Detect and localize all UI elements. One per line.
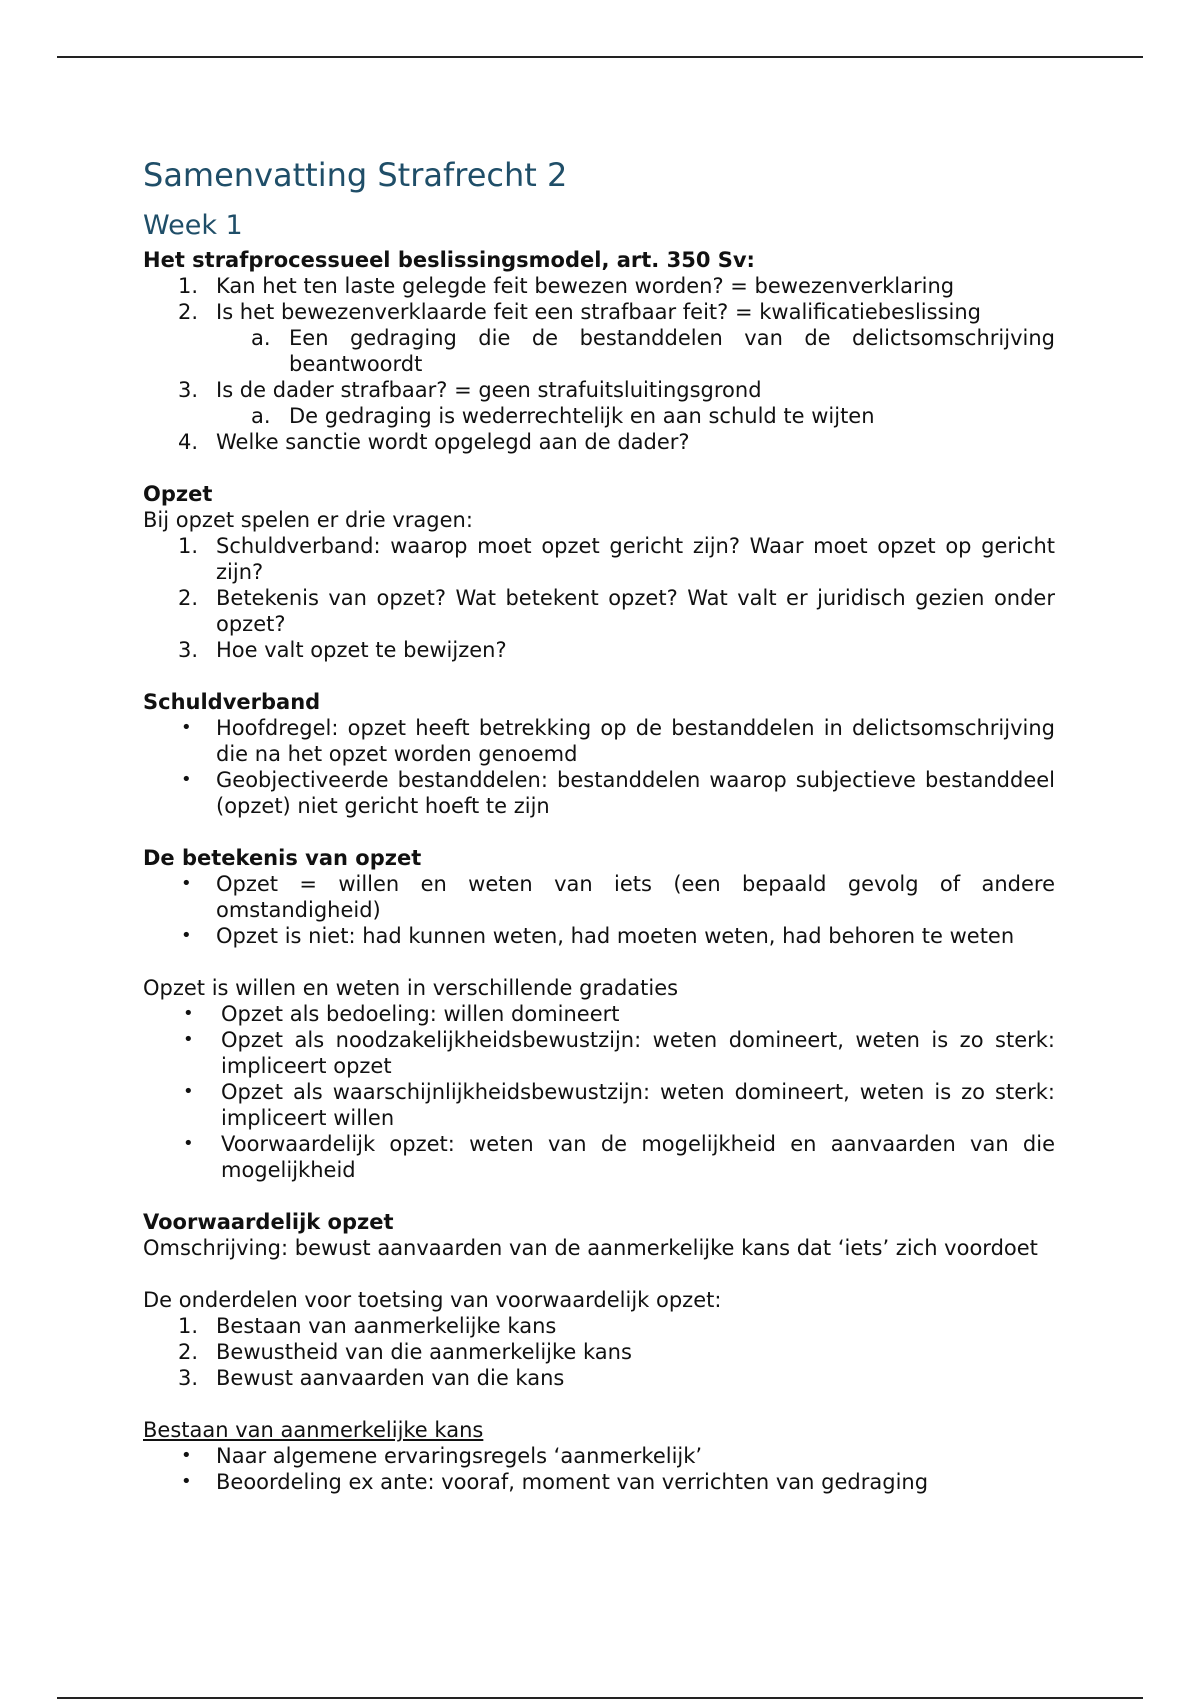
bullet-icon: • xyxy=(181,873,192,894)
list-item xyxy=(143,377,1055,403)
list-text: Kan het ten laste gelegde feit bewezen worden? = bewezenverklaring xyxy=(216,274,955,298)
list-item xyxy=(143,1001,1055,1027)
schuldverband-list xyxy=(143,715,1055,819)
list-marker: a. xyxy=(251,326,271,350)
list-marker: 2. xyxy=(178,300,199,324)
list-text: De gedraging is wederrechtelijk en aan schuld te wijten xyxy=(289,404,875,428)
schuldverband-heading: Schuldverband xyxy=(143,690,321,714)
list-text: Bestaan van aanmerkelijke kans xyxy=(216,1314,557,1338)
voorwaardelijk-heading: Voorwaardelijk opzet xyxy=(143,1210,394,1234)
bestaan-list xyxy=(143,1443,1055,1495)
list-text: Opzet is niet: had kunnen weten, had moeten weten, had behoren te weten xyxy=(216,924,1015,948)
voorwaardelijk-intro: De onderdelen voor toetsing van voorwaardelijk opzet: xyxy=(143,1288,722,1312)
list-text: Geobjectiveerde bestanddelen: bestanddelen waarop subjectieve bestanddeel (opzet) niet gericht hoeft te zijn xyxy=(216,768,1055,818)
list-item xyxy=(143,637,1055,663)
list-text: Opzet als waarschijnlijkheidsbewustzijn: weten domineert, weten is zo sterk: impliceert willen xyxy=(221,1080,1055,1130)
bullet-icon: • xyxy=(183,1029,194,1050)
list-item xyxy=(143,871,1055,923)
list-item xyxy=(143,767,1055,819)
list-marker: 1. xyxy=(178,534,199,558)
bestaan-heading: Bestaan van aanmerkelijke kans xyxy=(143,1418,484,1442)
list-text: Opzet als noodzakelijkheidsbewustzijn: weten domineert, weten is zo sterk: impliceert opzet xyxy=(221,1028,1055,1078)
list-marker: 4. xyxy=(178,430,199,454)
list-marker: 1. xyxy=(178,1314,199,1338)
model-list xyxy=(143,273,1055,455)
list-text: Betekenis van opzet? Wat betekent opzet? Wat valt er juridisch gezien onder opzet? xyxy=(216,586,1055,636)
list-item xyxy=(143,1339,1055,1365)
voorwaardelijk-omschrijving: Omschrijving: bewust aanvaarden van de aanmerkelijke kans dat ‘iets’ zich voordoet xyxy=(143,1236,1038,1260)
bullet-icon: • xyxy=(181,717,192,738)
list-text: Is de dader strafbaar? = geen strafuitsluitingsgrond xyxy=(216,378,762,402)
bullet-icon: • xyxy=(183,1081,194,1102)
list-text: Een gedraging die de bestanddelen van de delictsomschrijving beantwoordt xyxy=(289,326,1055,376)
document-title: Samenvatting Strafrecht 2 xyxy=(143,156,568,194)
list-marker: 3. xyxy=(178,1366,199,1390)
list-item xyxy=(143,923,1055,949)
list-item xyxy=(143,299,1055,325)
week-heading: Week 1 xyxy=(143,210,243,241)
list-marker: a. xyxy=(251,404,271,428)
list-item xyxy=(143,1027,1055,1079)
list-text: Bewust aanvaarden van die kans xyxy=(216,1366,565,1390)
list-subitem xyxy=(143,403,1055,429)
opzet-list xyxy=(143,533,1055,663)
list-marker: 3. xyxy=(178,638,199,662)
bullet-icon: • xyxy=(183,1003,194,1024)
list-item xyxy=(143,1131,1055,1183)
list-text: Welke sanctie wordt opgelegd aan de dader? xyxy=(216,430,690,454)
list-text: Hoofdregel: opzet heeft betrekking op de bestanddelen in delictsomschrijving die na het opzet worden genoemd xyxy=(216,716,1055,766)
list-item xyxy=(143,1313,1055,1339)
list-item xyxy=(143,585,1055,637)
bullet-icon: • xyxy=(181,925,192,946)
bullet-icon: • xyxy=(181,769,192,790)
opzet-heading: Opzet xyxy=(143,482,213,506)
list-item xyxy=(143,273,1055,299)
list-text: Voorwaardelijk opzet: weten van de mogelijkheid en aanvaarden van die mogelijkheid xyxy=(221,1132,1055,1182)
list-text: Naar algemene ervaringsregels ‘aanmerkelijk’ xyxy=(216,1444,703,1468)
list-item xyxy=(143,715,1055,767)
bullet-icon: • xyxy=(183,1133,194,1154)
footer-rule xyxy=(57,1697,1143,1699)
list-marker: 2. xyxy=(178,586,199,610)
list-marker: 3. xyxy=(178,378,199,402)
betekenis-list xyxy=(143,871,1055,949)
list-item xyxy=(143,1443,1055,1469)
betekenis-heading: De betekenis van opzet xyxy=(143,846,422,870)
gradaties-intro: Opzet is willen en weten in verschillende gradaties xyxy=(143,976,679,1000)
list-text: Opzet = willen en weten van iets (een bepaald gevolg of andere omstandigheid) xyxy=(216,872,1055,922)
list-item xyxy=(143,1079,1055,1131)
list-item xyxy=(143,429,1055,455)
gradaties-list xyxy=(143,1001,1055,1183)
list-text: Bewustheid van die aanmerkelijke kans xyxy=(216,1340,632,1364)
list-item xyxy=(143,533,1055,585)
list-item xyxy=(143,1469,1055,1495)
list-text: Is het bewezenverklaarde feit een strafbaar feit? = kwalificatiebeslissing xyxy=(216,300,981,324)
list-text: Schuldverband: waarop moet opzet gericht zijn? Waar moet opzet op gericht zijn? xyxy=(216,534,1055,584)
model-heading: Het strafprocessueel beslissingsmodel, art. 350 Sv: xyxy=(143,248,755,272)
list-marker: 2. xyxy=(178,1340,199,1364)
list-marker: 1. xyxy=(178,274,199,298)
voorwaardelijk-list xyxy=(143,1313,1055,1391)
opzet-intro: Bij opzet spelen er drie vragen: xyxy=(143,508,473,532)
list-subitem xyxy=(143,325,1055,377)
list-text: Opzet als bedoeling: willen domineert xyxy=(221,1002,620,1026)
bullet-icon: • xyxy=(181,1445,192,1466)
document-page xyxy=(143,155,1055,1495)
list-text: Hoe valt opzet te bewijzen? xyxy=(216,638,507,662)
list-item xyxy=(143,1365,1055,1391)
bullet-icon: • xyxy=(181,1471,192,1492)
list-text: Beoordeling ex ante: vooraf, moment van verrichten van gedraging xyxy=(216,1470,929,1494)
header-rule xyxy=(57,56,1143,58)
